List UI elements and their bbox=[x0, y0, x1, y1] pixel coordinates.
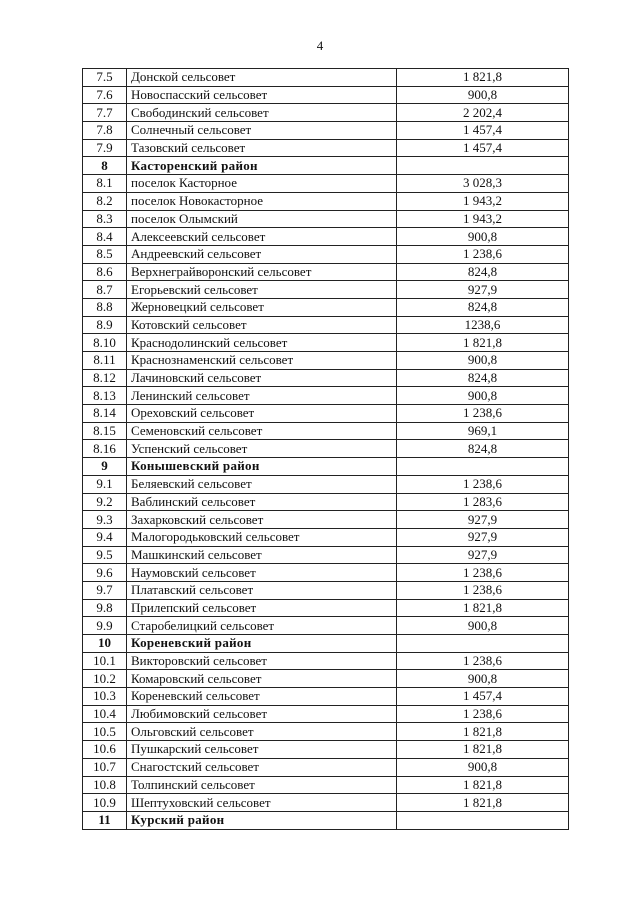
settlement-name: поселок Олымский bbox=[127, 210, 397, 228]
settlement-name: Беляевский сельсовет bbox=[127, 475, 397, 493]
row-number: 9.6 bbox=[83, 564, 127, 582]
row-number: 9.3 bbox=[83, 511, 127, 529]
row-number: 9.9 bbox=[83, 617, 127, 635]
table-row bbox=[83, 688, 569, 706]
settlement-name: Новоспасский сельсовет bbox=[127, 86, 397, 104]
row-number: 8.1 bbox=[83, 175, 127, 193]
row-number: 8.16 bbox=[83, 440, 127, 458]
table-row bbox=[83, 122, 569, 140]
settlement-name: Краснодолинский сельсовет bbox=[127, 334, 397, 352]
row-number: 9.4 bbox=[83, 528, 127, 546]
amount-value: 927,9 bbox=[397, 281, 569, 299]
table-row bbox=[83, 387, 569, 405]
amount-value: 900,8 bbox=[397, 352, 569, 370]
amount-value: 1 821,8 bbox=[397, 741, 569, 759]
table-row bbox=[83, 493, 569, 511]
table-row bbox=[83, 546, 569, 564]
table-row bbox=[83, 86, 569, 104]
table-row bbox=[83, 617, 569, 635]
settlement-name: Ореховский сельсовет bbox=[127, 405, 397, 423]
row-number: 8.12 bbox=[83, 369, 127, 387]
row-number: 11 bbox=[83, 811, 127, 829]
amount-value: 824,8 bbox=[397, 369, 569, 387]
table-row bbox=[83, 228, 569, 246]
row-number: 8.14 bbox=[83, 405, 127, 423]
amount-value: 824,8 bbox=[397, 298, 569, 316]
row-number: 9 bbox=[83, 458, 127, 476]
settlement-name: Старобелицкий сельсовет bbox=[127, 617, 397, 635]
amount-value: 2 202,4 bbox=[397, 104, 569, 122]
settlement-name: Шептуховский сельсовет bbox=[127, 794, 397, 812]
settlement-name: Ленинский сельсовет bbox=[127, 387, 397, 405]
table-row bbox=[83, 210, 569, 228]
amount-value: 1238,6 bbox=[397, 316, 569, 334]
settlement-name: Жерновецкий сельсовет bbox=[127, 298, 397, 316]
row-number: 10.3 bbox=[83, 688, 127, 706]
row-number: 10.4 bbox=[83, 705, 127, 723]
row-number: 7.5 bbox=[83, 69, 127, 87]
table-row bbox=[83, 511, 569, 529]
settlement-name: Комаровский сельсовет bbox=[127, 670, 397, 688]
amount-value: 1 943,2 bbox=[397, 210, 569, 228]
amount-value: 927,9 bbox=[397, 528, 569, 546]
amount-value: 900,8 bbox=[397, 387, 569, 405]
amount-value: 1 943,2 bbox=[397, 192, 569, 210]
table-row bbox=[83, 723, 569, 741]
amount-value: 1 821,8 bbox=[397, 69, 569, 87]
table-row bbox=[83, 528, 569, 546]
table-row bbox=[83, 794, 569, 812]
row-number: 7.8 bbox=[83, 122, 127, 140]
settlement-name: Андреевский сельсовет bbox=[127, 245, 397, 263]
amount-value: 1 238,6 bbox=[397, 245, 569, 263]
amount-value: 1 238,6 bbox=[397, 705, 569, 723]
row-number: 9.7 bbox=[83, 581, 127, 599]
settlement-name: Алексеевский сельсовет bbox=[127, 228, 397, 246]
table-row bbox=[83, 758, 569, 776]
amount-value bbox=[397, 157, 569, 175]
table-row bbox=[83, 298, 569, 316]
table-row bbox=[83, 104, 569, 122]
table-row bbox=[83, 741, 569, 759]
table-row bbox=[83, 175, 569, 193]
row-number: 8.8 bbox=[83, 298, 127, 316]
amount-value: 1 457,4 bbox=[397, 122, 569, 140]
table-row bbox=[83, 245, 569, 263]
amount-value: 900,8 bbox=[397, 670, 569, 688]
settlement-name: Верхнеграйворонский сельсовет bbox=[127, 263, 397, 281]
row-number: 10.8 bbox=[83, 776, 127, 794]
row-number: 8 bbox=[83, 157, 127, 175]
district-header-row bbox=[83, 811, 569, 829]
row-number: 7.6 bbox=[83, 86, 127, 104]
table-row bbox=[83, 139, 569, 157]
amount-value: 927,9 bbox=[397, 511, 569, 529]
settlement-name: Успенский сельсовет bbox=[127, 440, 397, 458]
table-row bbox=[83, 192, 569, 210]
settlement-name: поселок Касторное bbox=[127, 175, 397, 193]
settlement-name: поселок Новокасторное bbox=[127, 192, 397, 210]
row-number: 10.1 bbox=[83, 652, 127, 670]
row-number: 10.7 bbox=[83, 758, 127, 776]
settlement-name: Пушкарский сельсовет bbox=[127, 741, 397, 759]
amount-value: 1 821,8 bbox=[397, 334, 569, 352]
row-number: 10.5 bbox=[83, 723, 127, 741]
amount-value: 824,8 bbox=[397, 440, 569, 458]
settlement-name: Краснознаменский сельсовет bbox=[127, 352, 397, 370]
amount-value: 1 238,6 bbox=[397, 475, 569, 493]
amount-value: 969,1 bbox=[397, 422, 569, 440]
page-number: 4 bbox=[316, 38, 324, 53]
row-number: 7.7 bbox=[83, 104, 127, 122]
settlement-name: Снагостский сельсовет bbox=[127, 758, 397, 776]
table-row bbox=[83, 405, 569, 423]
district-name: Касторенский район bbox=[127, 157, 397, 175]
row-number: 9.5 bbox=[83, 546, 127, 564]
row-number: 8.6 bbox=[83, 263, 127, 281]
settlement-name: Прилепский сельсовет bbox=[127, 599, 397, 617]
district-name: Курский район bbox=[127, 811, 397, 829]
table-row bbox=[83, 776, 569, 794]
amount-value: 1 457,4 bbox=[397, 688, 569, 706]
amount-value: 3 028,3 bbox=[397, 175, 569, 193]
amount-value: 927,9 bbox=[397, 546, 569, 564]
district-name: Кореневский район bbox=[127, 635, 397, 653]
settlement-name: Солнечный сельсовет bbox=[127, 122, 397, 140]
row-number: 8.5 bbox=[83, 245, 127, 263]
amount-value: 900,8 bbox=[397, 758, 569, 776]
table-row bbox=[83, 316, 569, 334]
table-row bbox=[83, 652, 569, 670]
amount-value: 900,8 bbox=[397, 617, 569, 635]
table-row bbox=[83, 705, 569, 723]
settlement-name: Лачиновский сельсовет bbox=[127, 369, 397, 387]
settlement-name: Малогородьковский сельсовет bbox=[127, 528, 397, 546]
table-row bbox=[83, 263, 569, 281]
amount-value: 1 821,8 bbox=[397, 794, 569, 812]
settlement-name: Егорьевский сельсовет bbox=[127, 281, 397, 299]
row-number: 8.4 bbox=[83, 228, 127, 246]
district-name: Конышевский район bbox=[127, 458, 397, 476]
table-row bbox=[83, 581, 569, 599]
amount-value: 824,8 bbox=[397, 263, 569, 281]
allocation-table bbox=[82, 68, 569, 830]
settlement-name: Ольговский сельсовет bbox=[127, 723, 397, 741]
district-header-row bbox=[83, 458, 569, 476]
settlement-name: Викторовский сельсовет bbox=[127, 652, 397, 670]
table-body bbox=[83, 69, 569, 830]
amount-value: 1 821,8 bbox=[397, 723, 569, 741]
amount-value: 1 238,6 bbox=[397, 581, 569, 599]
row-number: 8.2 bbox=[83, 192, 127, 210]
table-row bbox=[83, 281, 569, 299]
table-row bbox=[83, 352, 569, 370]
amount-value: 1 821,8 bbox=[397, 599, 569, 617]
row-number: 8.11 bbox=[83, 352, 127, 370]
row-number: 8.3 bbox=[83, 210, 127, 228]
amount-value bbox=[397, 811, 569, 829]
amount-value: 1 238,6 bbox=[397, 405, 569, 423]
table-row bbox=[83, 422, 569, 440]
amount-value: 1 457,4 bbox=[397, 139, 569, 157]
amount-value: 1 283,6 bbox=[397, 493, 569, 511]
row-number: 8.10 bbox=[83, 334, 127, 352]
row-number: 8.9 bbox=[83, 316, 127, 334]
settlement-name: Свободинский сельсовет bbox=[127, 104, 397, 122]
district-header-row bbox=[83, 157, 569, 175]
table-row bbox=[83, 599, 569, 617]
district-header-row bbox=[83, 635, 569, 653]
amount-value bbox=[397, 635, 569, 653]
settlement-name: Наумовский сельсовет bbox=[127, 564, 397, 582]
settlement-name: Любимовский сельсовет bbox=[127, 705, 397, 723]
table-row bbox=[83, 670, 569, 688]
amount-value: 1 238,6 bbox=[397, 564, 569, 582]
settlement-name: Котовский сельсовет bbox=[127, 316, 397, 334]
row-number: 10.6 bbox=[83, 741, 127, 759]
row-number: 8.15 bbox=[83, 422, 127, 440]
amount-value: 1 821,8 bbox=[397, 776, 569, 794]
row-number: 9.1 bbox=[83, 475, 127, 493]
row-number: 10.2 bbox=[83, 670, 127, 688]
table-row bbox=[83, 69, 569, 87]
row-number: 8.13 bbox=[83, 387, 127, 405]
amount-value bbox=[397, 458, 569, 476]
row-number: 9.2 bbox=[83, 493, 127, 511]
settlement-name: Кореневский сельсовет bbox=[127, 688, 397, 706]
amount-value: 1 238,6 bbox=[397, 652, 569, 670]
settlement-name: Ваблинский сельсовет bbox=[127, 493, 397, 511]
row-number: 10 bbox=[83, 635, 127, 653]
table-row bbox=[83, 334, 569, 352]
row-number: 10.9 bbox=[83, 794, 127, 812]
table-row bbox=[83, 440, 569, 458]
table-row bbox=[83, 369, 569, 387]
row-number: 9.8 bbox=[83, 599, 127, 617]
row-number: 8.7 bbox=[83, 281, 127, 299]
settlement-name: Машкинский сельсовет bbox=[127, 546, 397, 564]
settlement-name: Толпинский сельсовет bbox=[127, 776, 397, 794]
table-row bbox=[83, 564, 569, 582]
table-row bbox=[83, 475, 569, 493]
amount-value: 900,8 bbox=[397, 228, 569, 246]
settlement-name: Захарковский сельсовет bbox=[127, 511, 397, 529]
settlement-name: Донской сельсовет bbox=[127, 69, 397, 87]
row-number: 7.9 bbox=[83, 139, 127, 157]
settlement-name: Тазовский сельсовет bbox=[127, 139, 397, 157]
settlement-name: Платавский сельсовет bbox=[127, 581, 397, 599]
amount-value: 900,8 bbox=[397, 86, 569, 104]
settlement-name: Семеновский сельсовет bbox=[127, 422, 397, 440]
